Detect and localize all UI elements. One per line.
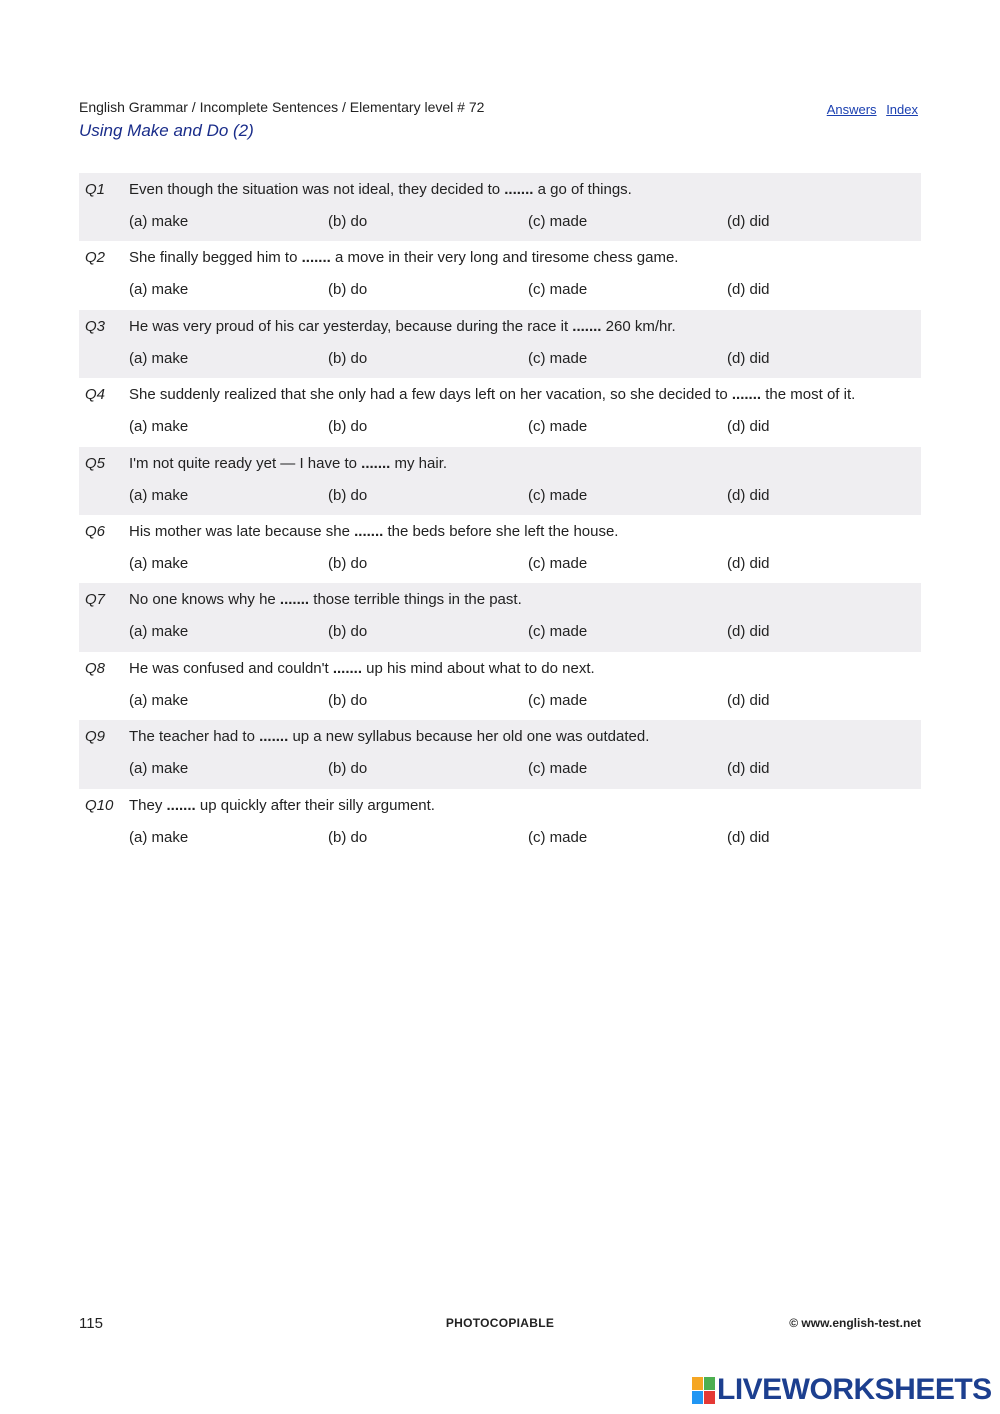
blank: ....... — [332, 659, 363, 677]
question-list — [79, 173, 921, 857]
question-text: I'm not quite ready yet — I have to ....... my hair. — [129, 454, 448, 472]
logo-text: LIVEWORKSHEETS — [717, 1373, 992, 1406]
option-a[interactable]: (a) make — [129, 554, 189, 572]
option-b[interactable]: (b) do — [328, 623, 368, 641]
logo-square-1 — [692, 1377, 703, 1390]
blank: ....... — [166, 796, 196, 814]
question-number: Q8 — [85, 659, 106, 677]
top-links — [821, 102, 918, 117]
question-row — [79, 241, 921, 309]
question-text: She suddenly realized that she only had a few days left on her vacation, so she decided to ....... the most of it. — [129, 386, 856, 404]
index-link[interactable]: Index — [886, 102, 918, 117]
option-c[interactable]: (c) made — [528, 828, 588, 846]
option-a[interactable]: (a) make — [129, 828, 189, 846]
answers-link[interactable]: Answers — [826, 102, 877, 117]
option-a[interactable]: (a) make — [129, 213, 189, 230]
question-row — [79, 447, 921, 515]
copyright: © www.english-test.net — [789, 1316, 921, 1330]
option-b[interactable]: (b) do — [328, 554, 368, 572]
question-text: No one knows why he ....... those terrible things in the past. — [129, 591, 522, 609]
question-row — [79, 310, 921, 378]
option-c[interactable]: (c) made — [528, 349, 588, 367]
option-c[interactable]: (c) made — [528, 486, 588, 504]
blank: ....... — [731, 386, 762, 404]
option-b[interactable]: (b) do — [328, 691, 368, 709]
option-a[interactable]: (a) make — [129, 418, 189, 436]
option-d[interactable]: (d) did — [727, 691, 770, 709]
liveworksheets-logo — [692, 1373, 992, 1407]
option-a[interactable]: (a) make — [129, 281, 189, 299]
question-row — [79, 652, 921, 720]
blank: ....... — [301, 249, 331, 267]
question-row — [79, 583, 921, 651]
option-c[interactable]: (c) made — [528, 623, 588, 641]
blank: ....... — [354, 522, 384, 540]
option-b[interactable]: (b) do — [328, 760, 368, 778]
option-d[interactable]: (d) did — [727, 281, 770, 299]
option-a[interactable]: (a) make — [129, 349, 189, 367]
option-c[interactable]: (c) made — [528, 281, 588, 299]
question-text: She finally begged him to ....... a move in their very long and tiresome chess game. — [129, 249, 679, 267]
page-number: 115 — [79, 1315, 103, 1332]
blank: ....... — [279, 591, 310, 609]
logo-mark-icon — [692, 1377, 714, 1403]
option-a[interactable]: (a) make — [129, 691, 189, 709]
option-d[interactable]: (d) did — [727, 828, 770, 846]
question-number: Q2 — [85, 249, 106, 267]
question-number: Q3 — [85, 317, 106, 335]
question-row — [79, 378, 921, 446]
option-c[interactable]: (c) made — [528, 213, 588, 230]
question-text: They ....... up quickly after their silly argument. — [129, 796, 435, 814]
logo-square-2 — [704, 1377, 715, 1390]
logo-square-4 — [704, 1391, 715, 1404]
question-number: Q9 — [85, 728, 106, 746]
option-b[interactable]: (b) do — [328, 486, 368, 504]
page-title: Using Make and Do (2) — [79, 121, 254, 140]
option-b[interactable]: (b) do — [328, 349, 368, 367]
question-number: Q5 — [85, 454, 106, 472]
blank: ....... — [572, 317, 602, 335]
photocopiable-label: PHOTOCOPIABLE — [445, 1316, 555, 1330]
option-d[interactable]: (d) did — [727, 213, 770, 230]
breadcrumb: English Grammar / Incomplete Sentences / Elementary level # 72 — [79, 99, 485, 115]
option-b[interactable]: (b) do — [328, 281, 368, 299]
question-number: Q4 — [85, 386, 106, 404]
question-text: He was very proud of his car yesterday, because during the race it ....... 260 km/hr. — [129, 317, 676, 335]
question-text: The teacher had to ....... up a new syllabus because her old one was outdated. — [129, 728, 650, 746]
option-b[interactable]: (b) do — [328, 213, 368, 230]
blank: ....... — [361, 454, 391, 472]
option-d[interactable]: (d) did — [727, 554, 770, 572]
question-number: Q7 — [85, 591, 106, 609]
option-a[interactable]: (a) make — [129, 623, 189, 641]
blank: ....... — [504, 181, 534, 198]
option-d[interactable]: (d) did — [727, 760, 770, 778]
question-row — [79, 515, 921, 583]
option-b[interactable]: (b) do — [328, 828, 368, 846]
option-c[interactable]: (c) made — [528, 760, 588, 778]
question-row — [79, 720, 921, 788]
option-a[interactable]: (a) make — [129, 760, 189, 778]
question-number: Q10 — [85, 796, 114, 814]
question-row — [79, 789, 921, 857]
option-d[interactable]: (d) did — [727, 349, 770, 367]
option-d[interactable]: (d) did — [727, 418, 770, 436]
question-number: Q1 — [85, 181, 106, 198]
blank: ....... — [259, 728, 289, 746]
option-c[interactable]: (c) made — [528, 691, 588, 709]
option-b[interactable]: (b) do — [328, 418, 368, 436]
question-row — [79, 173, 921, 241]
question-text: His mother was late because she ....... the beds before she left the house. — [129, 522, 619, 540]
option-c[interactable]: (c) made — [528, 418, 588, 436]
question-text: He was confused and couldn't ....... up his mind about what to do next. — [129, 659, 595, 677]
question-number: Q6 — [85, 522, 106, 540]
question-text: Even though the situation was not ideal, they decided to ....... a go of things. — [129, 181, 632, 198]
option-a[interactable]: (a) make — [129, 486, 189, 504]
logo-square-3 — [692, 1391, 703, 1404]
option-d[interactable]: (d) did — [727, 486, 770, 504]
option-d[interactable]: (d) did — [727, 623, 770, 641]
option-c[interactable]: (c) made — [528, 554, 588, 572]
